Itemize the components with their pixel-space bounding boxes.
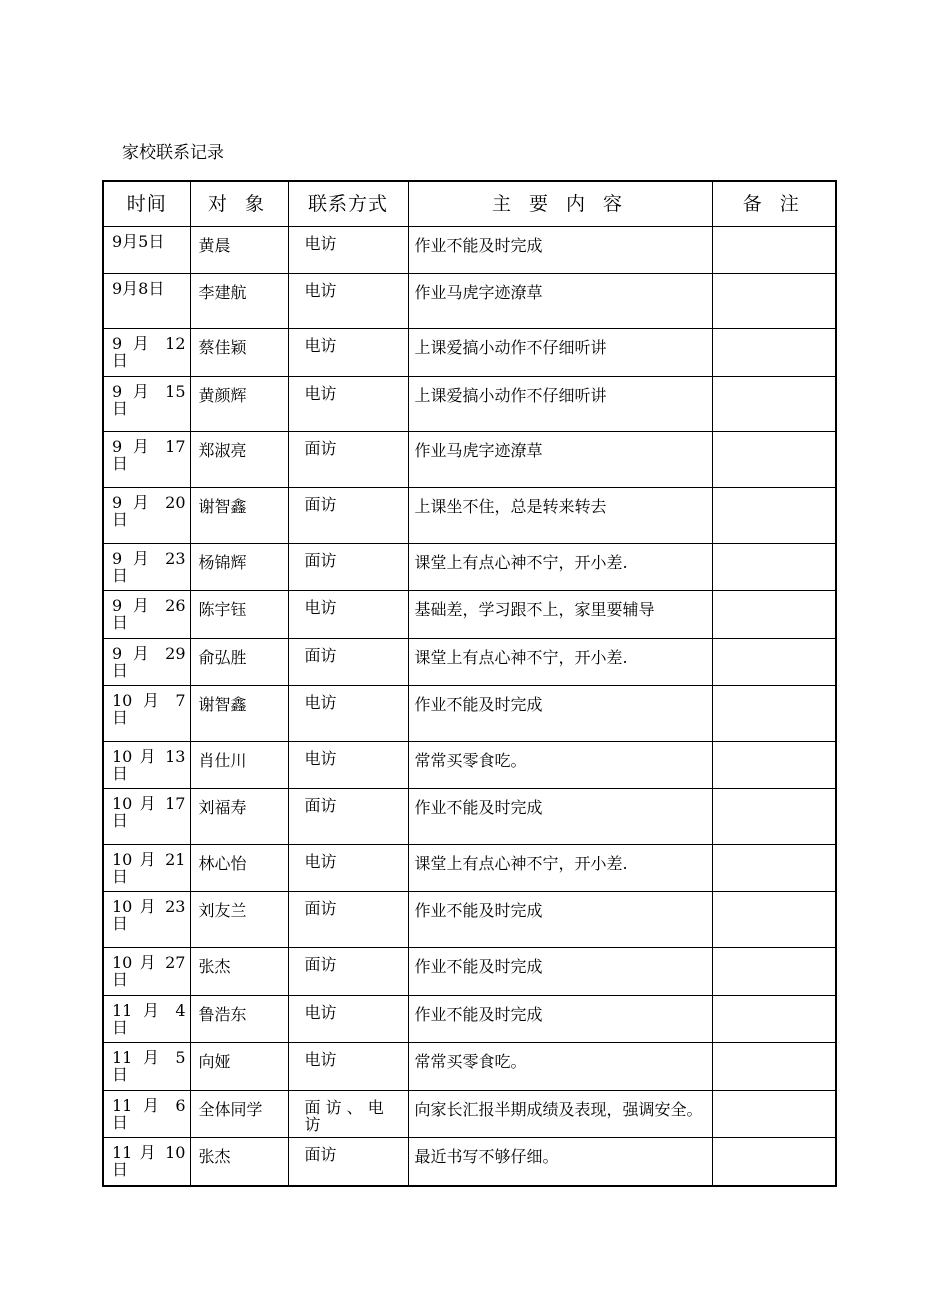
- cell-note-text: [713, 892, 836, 899]
- cell-person-text: 向娅: [198, 1052, 231, 1071]
- header-note: 备 注: [712, 181, 836, 227]
- table-row: [103, 274, 836, 329]
- cell-method: [288, 274, 408, 329]
- cell-content-text: 上课爱搞小动作不仔细听讲: [414, 386, 607, 405]
- header-content: 主 要 内 容: [408, 181, 712, 227]
- cell-date-text: 11 月 5 日: [112, 1048, 186, 1084]
- cell-note: [712, 377, 836, 432]
- cell-date-text: 11 月 10 日: [112, 1143, 186, 1179]
- cell-date: [103, 789, 190, 845]
- cell-date: [103, 544, 190, 591]
- cell-person-text: 黄颜辉: [198, 386, 247, 405]
- cell-note: [712, 329, 836, 377]
- document-title: 家校联系记录: [122, 143, 224, 163]
- table-row: [103, 639, 836, 686]
- table-header-row: [103, 181, 836, 227]
- cell-content: [408, 591, 712, 639]
- header-date: 时间: [103, 181, 190, 227]
- cell-method: [288, 591, 408, 639]
- cell-date: [103, 488, 190, 544]
- cell-date: [103, 996, 190, 1043]
- table-row: [103, 591, 836, 639]
- table-row: [103, 789, 836, 845]
- cell-method-text: 面访: [304, 899, 337, 918]
- cell-content: [408, 329, 712, 377]
- cell-date-text: 10 月 27 日: [112, 953, 186, 989]
- cell-note: [712, 227, 836, 274]
- cell-person-text: 郑淑亮: [198, 441, 247, 460]
- cell-person: [190, 227, 288, 274]
- cell-content-text: 课堂上有点心神不宁，开小差.: [414, 854, 628, 873]
- cell-content: [408, 845, 712, 892]
- cell-note-text: [713, 591, 836, 598]
- cell-method-text: 面访: [304, 646, 337, 665]
- table-row: [103, 377, 836, 432]
- cell-note-text: [713, 227, 836, 234]
- cell-method: [288, 845, 408, 892]
- cell-content: [408, 639, 712, 686]
- cell-content: [408, 948, 712, 996]
- cell-date-text: 10 月 17 日: [112, 794, 186, 830]
- cell-method: [288, 432, 408, 488]
- cell-content: [408, 789, 712, 845]
- cell-method: [288, 686, 408, 742]
- cell-date-text: 9 月 23 日: [112, 549, 186, 585]
- cell-person: [190, 686, 288, 742]
- cell-note-text: [713, 1138, 836, 1145]
- cell-content: [408, 544, 712, 591]
- cell-date: [103, 329, 190, 377]
- cell-note: [712, 892, 836, 948]
- cell-method-text: 电访: [304, 693, 337, 712]
- cell-note-text: [713, 686, 836, 693]
- cell-method-text: 面访: [304, 796, 337, 815]
- cell-person-text: 谢智鑫: [198, 497, 247, 516]
- cell-note-text: [713, 742, 836, 749]
- cell-note: [712, 274, 836, 329]
- cell-person: [190, 1091, 288, 1138]
- header-person: 对 象: [190, 181, 288, 227]
- cell-date-text: 9 月 26 日: [112, 596, 186, 632]
- cell-date: [103, 1091, 190, 1138]
- cell-method: [288, 329, 408, 377]
- cell-person-text: 全体同学: [198, 1100, 263, 1119]
- cell-person: [190, 377, 288, 432]
- cell-person-text: 刘友兰: [198, 901, 247, 920]
- cell-note: [712, 1091, 836, 1138]
- cell-date: [103, 686, 190, 742]
- cell-person-text: 李建航: [198, 283, 247, 302]
- cell-date-text: 11 月 6 日: [112, 1096, 186, 1132]
- cell-person-text: 肖仕川: [198, 751, 247, 770]
- cell-method-text: 面 访 、 电 访: [304, 1098, 384, 1134]
- cell-content-text: 作业马虎字迹潦草: [414, 441, 543, 460]
- table-row: [103, 742, 836, 789]
- cell-person: [190, 845, 288, 892]
- cell-note: [712, 948, 836, 996]
- table-row: [103, 686, 836, 742]
- cell-method-text: 电访: [304, 384, 337, 403]
- cell-note: [712, 591, 836, 639]
- cell-note: [712, 639, 836, 686]
- cell-person: [190, 432, 288, 488]
- cell-content-text: 常常买零食吃。: [414, 1052, 527, 1071]
- cell-method-text: 面访: [304, 495, 337, 514]
- cell-content: [408, 432, 712, 488]
- cell-date-text: 9月5日: [112, 232, 165, 251]
- cell-method-text: 电访: [304, 234, 337, 253]
- cell-person: [190, 892, 288, 948]
- cell-note: [712, 789, 836, 845]
- cell-content-text: 作业不能及时完成: [414, 901, 543, 920]
- contact-log-table: [102, 180, 837, 1187]
- cell-note-text: [713, 377, 836, 384]
- cell-method-text: 电访: [304, 598, 337, 617]
- cell-person-text: 谢智鑫: [198, 695, 247, 714]
- cell-note: [712, 488, 836, 544]
- table-row: [103, 948, 836, 996]
- cell-content-text: 课堂上有点心神不宁，开小差.: [414, 553, 628, 572]
- cell-person: [190, 996, 288, 1043]
- cell-method: [288, 1043, 408, 1091]
- table-row: [103, 1138, 836, 1187]
- cell-date: [103, 377, 190, 432]
- cell-content: [408, 1043, 712, 1091]
- cell-person: [190, 1138, 288, 1187]
- cell-method: [288, 488, 408, 544]
- cell-note: [712, 742, 836, 789]
- cell-person-text: 陈宇钰: [198, 600, 247, 619]
- cell-content-text: 最近书写不够仔细。: [414, 1147, 559, 1166]
- cell-person-text: 黄晨: [198, 236, 231, 255]
- cell-content: [408, 1138, 712, 1187]
- cell-note-text: [713, 1043, 836, 1050]
- cell-note: [712, 686, 836, 742]
- cell-person-text: 鲁浩东: [198, 1005, 247, 1024]
- cell-method: [288, 377, 408, 432]
- cell-person-text: 杨锦辉: [198, 553, 247, 572]
- cell-content-text: 作业不能及时完成: [414, 957, 543, 976]
- cell-content-text: 作业不能及时完成: [414, 236, 543, 255]
- cell-date-text: 9 月 20 日: [112, 493, 186, 529]
- cell-method-text: 电访: [304, 749, 337, 768]
- cell-person-text: 刘福寿: [198, 798, 247, 817]
- cell-method: [288, 1138, 408, 1187]
- header-method: 联系方式: [288, 181, 408, 227]
- cell-content: [408, 227, 712, 274]
- cell-person-text: 张杰: [198, 1147, 231, 1166]
- cell-date: [103, 639, 190, 686]
- cell-date: [103, 432, 190, 488]
- cell-person: [190, 639, 288, 686]
- cell-method: [288, 742, 408, 789]
- cell-person: [190, 274, 288, 329]
- cell-note-text: [713, 274, 836, 281]
- cell-content: [408, 996, 712, 1043]
- cell-person: [190, 1043, 288, 1091]
- cell-content-text: 作业不能及时完成: [414, 695, 543, 714]
- cell-method-text: 面访: [304, 439, 337, 458]
- cell-date-text: 9月8日: [112, 279, 165, 298]
- cell-note-text: [713, 329, 836, 336]
- cell-method-text: 面访: [304, 1145, 337, 1164]
- cell-person: [190, 789, 288, 845]
- table-row: [103, 1043, 836, 1091]
- cell-method: [288, 544, 408, 591]
- cell-date: [103, 1138, 190, 1187]
- cell-date: [103, 948, 190, 996]
- table-body: [103, 227, 836, 1187]
- cell-date: [103, 1043, 190, 1091]
- table-row: [103, 544, 836, 591]
- cell-method: [288, 789, 408, 845]
- cell-note-text: [713, 789, 836, 796]
- cell-content: [408, 686, 712, 742]
- cell-content: [408, 488, 712, 544]
- cell-note: [712, 432, 836, 488]
- cell-person: [190, 591, 288, 639]
- cell-date-text: 11 月 4 日: [112, 1001, 186, 1037]
- table-row: [103, 892, 836, 948]
- cell-date-text: 9 月 15 日: [112, 382, 186, 418]
- cell-content: [408, 892, 712, 948]
- cell-person-text: 蔡佳颖: [198, 338, 247, 357]
- cell-content-text: 上课爱搞小动作不仔细听讲: [414, 338, 607, 357]
- cell-content-text: 向家长汇报半期成绩及表现，强调安全。: [414, 1100, 703, 1119]
- cell-note-text: [713, 948, 836, 955]
- cell-date: [103, 227, 190, 274]
- table-row: [103, 996, 836, 1043]
- cell-date-text: 9 月 17 日: [112, 437, 186, 473]
- cell-content-text: 基础差，学习跟不上，家里要辅导: [414, 600, 655, 619]
- cell-method-text: 电访: [304, 281, 337, 300]
- cell-person-text: 张杰: [198, 957, 231, 976]
- cell-method-text: 面访: [304, 955, 337, 974]
- cell-content-text: 上课坐不住，总是转来转去: [414, 497, 607, 516]
- cell-date-text: 9 月 29 日: [112, 644, 186, 680]
- cell-method: [288, 948, 408, 996]
- cell-note-text: [713, 639, 836, 646]
- cell-date: [103, 742, 190, 789]
- cell-date-text: 10 月 23 日: [112, 897, 186, 933]
- cell-date-text: 9 月 12 日: [112, 334, 186, 370]
- cell-content: [408, 377, 712, 432]
- cell-content-text: 课堂上有点心神不宁，开小差.: [414, 648, 628, 667]
- cell-note-text: [713, 845, 836, 852]
- cell-note-text: [713, 996, 836, 1003]
- cell-content: [408, 1091, 712, 1138]
- cell-date-text: 10 月 7 日: [112, 691, 186, 727]
- cell-method-text: 电访: [304, 852, 337, 871]
- cell-person: [190, 948, 288, 996]
- cell-content-text: 常常买零食吃。: [414, 751, 527, 770]
- cell-note: [712, 1138, 836, 1187]
- cell-method: [288, 227, 408, 274]
- table-row: [103, 1091, 836, 1138]
- cell-person-text: 林心怡: [198, 854, 247, 873]
- cell-date: [103, 892, 190, 948]
- table-row: [103, 329, 836, 377]
- cell-date: [103, 274, 190, 329]
- cell-content-text: 作业不能及时完成: [414, 798, 543, 817]
- cell-person: [190, 488, 288, 544]
- cell-date: [103, 845, 190, 892]
- cell-content-text: 作业不能及时完成: [414, 1005, 543, 1024]
- cell-method-text: 面访: [304, 551, 337, 570]
- table-row: [103, 432, 836, 488]
- cell-method: [288, 892, 408, 948]
- cell-note: [712, 1043, 836, 1091]
- cell-method: [288, 639, 408, 686]
- cell-date-text: 10 月 13 日: [112, 747, 186, 783]
- cell-note: [712, 544, 836, 591]
- cell-content: [408, 742, 712, 789]
- cell-person-text: 俞弘胜: [198, 648, 247, 667]
- cell-person: [190, 544, 288, 591]
- cell-method-text: 电访: [304, 336, 337, 355]
- table-row: [103, 845, 836, 892]
- cell-person: [190, 742, 288, 789]
- table-row: [103, 488, 836, 544]
- cell-method-text: 电访: [304, 1050, 337, 1069]
- cell-content-text: 作业马虎字迹潦草: [414, 283, 543, 302]
- cell-method: [288, 1091, 408, 1138]
- cell-date: [103, 591, 190, 639]
- cell-note-text: [713, 1091, 836, 1098]
- cell-content: [408, 274, 712, 329]
- cell-note-text: [713, 488, 836, 495]
- cell-note-text: [713, 544, 836, 551]
- table-row: [103, 227, 836, 274]
- cell-person: [190, 329, 288, 377]
- cell-note: [712, 845, 836, 892]
- cell-note-text: [713, 432, 836, 439]
- cell-date-text: 10 月 21 日: [112, 850, 186, 886]
- cell-note: [712, 996, 836, 1043]
- cell-method-text: 电访: [304, 1003, 337, 1022]
- cell-method: [288, 996, 408, 1043]
